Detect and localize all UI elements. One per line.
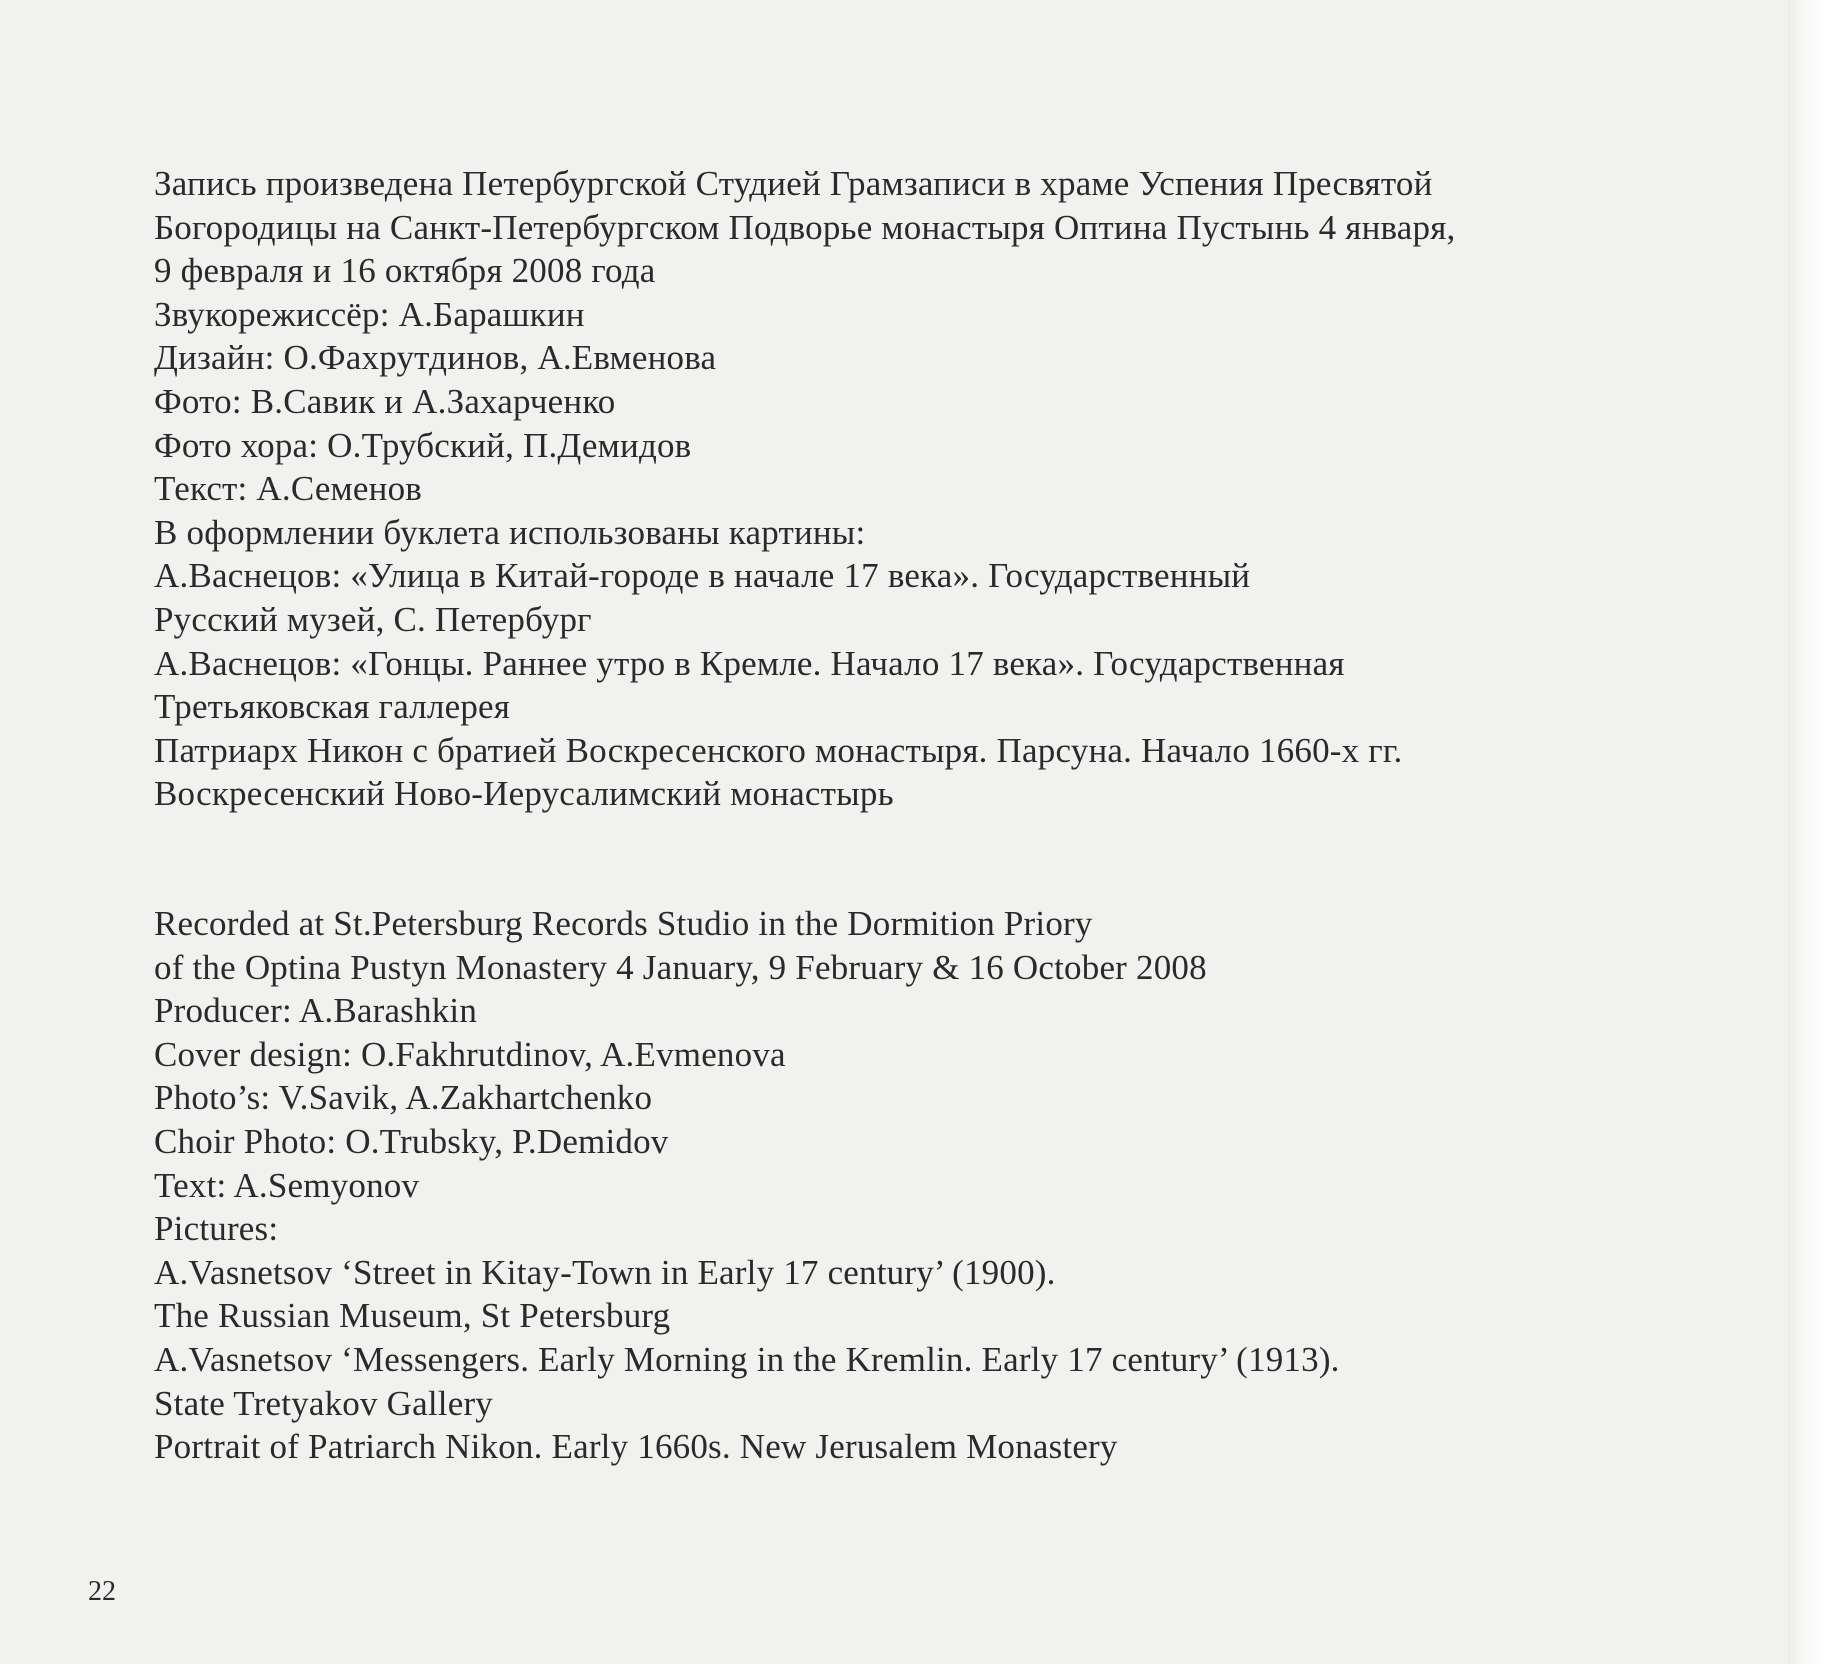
credit-line: А.Васнецов: «Гонцы. Раннее утро в Кремле. Начало 17 века». Государственная [154, 643, 1345, 683]
credit-line: Дизайн: О.Фахрутдинов, А.Евменова [154, 338, 717, 378]
credit-line: State Tretyakov Gallery [154, 1383, 493, 1423]
credit-line: Патриарх Никон с братией Воскресенского монастыря. Парсуна. Начало 1660-х гг. [154, 730, 1403, 770]
credit-line: Producer: A.Barashkin [154, 991, 478, 1031]
credit-line: Третьяковская галлерея [154, 687, 511, 727]
credit-line: Photo’s: V.Savik, A.Zakhartchenko [154, 1078, 653, 1118]
credit-line: Pictures: [154, 1209, 279, 1249]
page-number: 22 [88, 1576, 116, 1607]
credit-line: Звукорежиссёр: А.Барашкин [154, 294, 585, 334]
credits-english [154, 902, 1714, 1469]
credit-line: Choir Photo: O.Trubsky, P.Demidov [154, 1121, 669, 1161]
credit-line: Cover design: O.Fakhrutdinov, A.Evmenova [154, 1034, 786, 1074]
credit-line: of the Optina Pustyn Monastery 4 January, 9 February & 16 October 2008 [154, 947, 1207, 987]
credit-line: 9 февраля и 16 октября 2008 года [154, 251, 656, 291]
credit-line: Богородицы на Санкт-Петербургском Подворье монастыря Оптина Пустынь 4 января, [154, 207, 1456, 247]
credit-line: Текст: А.Семенов [154, 469, 422, 509]
credit-line: Фото: В.Савик и А.Захарченко [154, 381, 616, 421]
credit-line: Recorded at St.Petersburg Records Studio in the Dormition Priory [154, 904, 1093, 943]
credit-line: A.Vasnetsov ‘Messengers. Early Morning in the Kremlin. Early 17 century’ (1913). [154, 1339, 1340, 1379]
credit-line: Фото хора: О.Трубский, П.Демидов [154, 425, 692, 465]
credit-line: The Russian Museum, St Petersburg [154, 1296, 671, 1336]
credit-line: Запись произведена Петербургской Студией Грамзаписи в храме Успения Пресвятой [154, 164, 1433, 203]
credits-russian [154, 162, 1714, 816]
credit-line: Воскресенский Ново-Иерусалимский монастырь [154, 774, 894, 814]
credit-line: Русский музей, С. Петербург [154, 599, 592, 639]
credit-line: В оформлении буклета использованы картины: [154, 512, 866, 552]
page-edge [1788, 0, 1824, 1664]
credit-line: А.Васнецов: «Улица в Китай-городе в начале 17 века». Государственный [154, 556, 1251, 596]
credit-line: A.Vasnetsov ‘Street in Kitay-Town in Early 17 century’ (1900). [154, 1252, 1056, 1292]
credit-line: Text: A.Semyonov [154, 1165, 420, 1205]
credit-line: Portrait of Patriarch Nikon. Early 1660s. New Jerusalem Monastery [154, 1427, 1118, 1467]
